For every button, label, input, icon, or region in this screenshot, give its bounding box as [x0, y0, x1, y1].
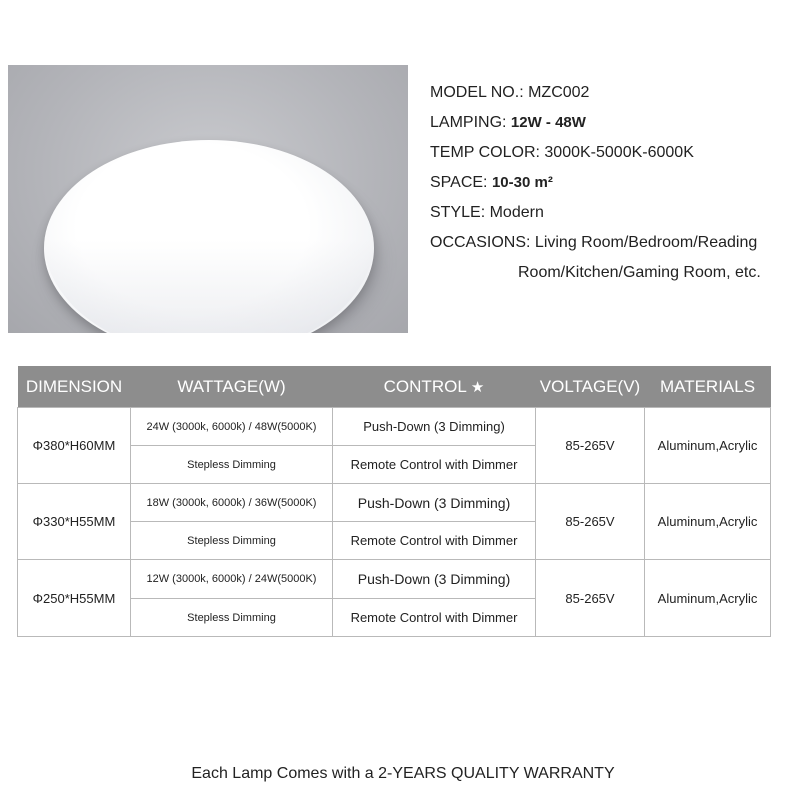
- table-row: [18, 484, 771, 522]
- cell-control-remote: Remote Control with Dimmer: [333, 522, 536, 560]
- cell-wattage: 18W (3000k, 6000k) / 36W(5000K): [131, 484, 333, 522]
- header-voltage: VOLTAGE(V): [536, 366, 645, 408]
- header-wattage: WATTAGE(W): [131, 366, 333, 408]
- table-header-row: [18, 366, 771, 408]
- header-materials: MATERIALS: [645, 366, 771, 408]
- header-control: CONTROL ★: [333, 366, 536, 408]
- cell-wattage: 12W (3000k, 6000k) / 24W(5000K): [131, 560, 333, 599]
- spec-model: MODEL NO.: MZC002: [430, 84, 590, 101]
- cell-materials: Aluminum,Acrylic: [645, 408, 771, 484]
- table-row: [18, 408, 771, 446]
- spec-temp-color: TEMP COLOR: 3000K-5000K-6000K: [430, 144, 694, 161]
- spec-lamping: LAMPING: 12W - 48W: [430, 114, 586, 131]
- table-row: [18, 560, 771, 599]
- product-photo: [8, 65, 408, 333]
- cell-dimming: Stepless Dimming: [131, 522, 333, 560]
- spec-table: [17, 366, 771, 637]
- cell-voltage: 85-265V: [536, 560, 645, 637]
- lamp-rim: [44, 240, 374, 333]
- cell-dimension: Φ380*H60MM: [18, 408, 131, 484]
- spec-list: [430, 78, 800, 288]
- cell-control-remote: Remote Control with Dimmer: [333, 599, 536, 637]
- cell-voltage: 85-265V: [536, 408, 645, 484]
- spec-occasions: OCCASIONS: Living Room/Bedroom/Reading: [430, 234, 758, 251]
- spec-occasions-cont: Room/Kitchen/Gaming Room, etc.: [518, 264, 761, 281]
- cell-dimming: Stepless Dimming: [131, 446, 333, 484]
- cell-voltage: 85-265V: [536, 484, 645, 560]
- cell-dimming: Stepless Dimming: [131, 599, 333, 637]
- cell-dimension: Φ330*H55MM: [18, 484, 131, 560]
- spec-style: STYLE: Modern: [430, 204, 544, 221]
- cell-control-pushdown: Push-Down (3 Dimming): [333, 560, 536, 599]
- cell-wattage: 24W (3000k, 6000k) / 48W(5000K): [131, 408, 333, 446]
- warranty-note: Each Lamp Comes with a 2-YEARS QUALITY WARRANTY: [191, 765, 615, 782]
- cell-materials: Aluminum,Acrylic: [645, 484, 771, 560]
- cell-control-pushdown: Push-Down (3 Dimming): [333, 484, 536, 522]
- cell-materials: Aluminum,Acrylic: [645, 560, 771, 637]
- cell-control-remote: Remote Control with Dimmer: [333, 446, 536, 484]
- header-dimension: DIMENSION: [18, 366, 131, 408]
- cell-control-pushdown: Push-Down (3 Dimming): [333, 408, 536, 446]
- cell-dimension: Φ250*H55MM: [18, 560, 131, 637]
- star-icon: ★: [470, 378, 485, 396]
- spec-space: SPACE: 10-30 m²: [430, 174, 553, 191]
